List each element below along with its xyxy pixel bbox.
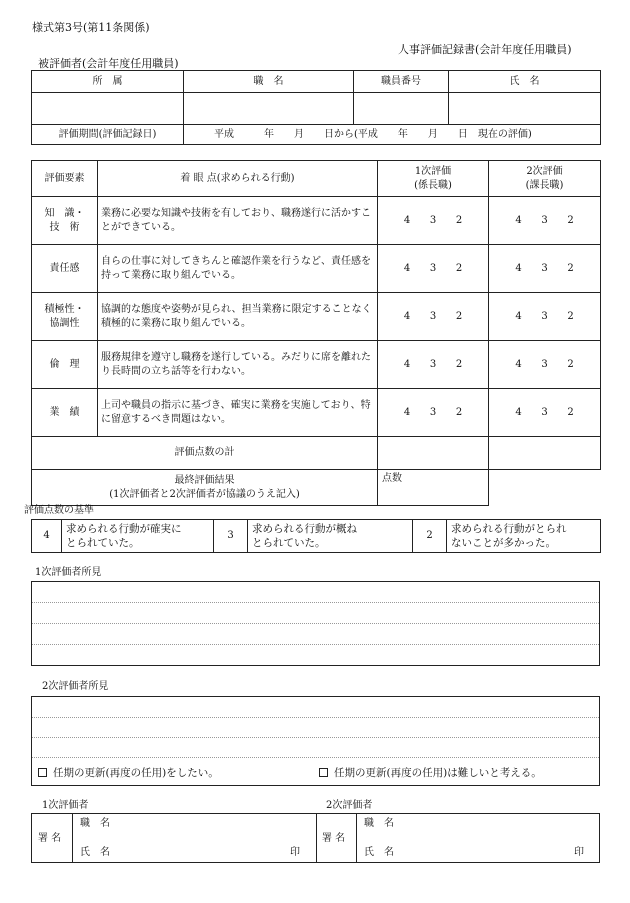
criteria-label: 評価点数の基準 <box>24 505 94 516</box>
first-name-label[interactable]: 氏 名 <box>80 847 110 858</box>
final-result-label: 最終評価結果 <box>174 475 235 486</box>
second-total-field[interactable] <box>489 437 601 470</box>
first-opinion-label: 1次評価者所見 <box>35 567 102 578</box>
point-initiative: 協調的な態度や姿勢が見られ、担当業務に限定することなく積極的に業務に取り組んでいる。 <box>98 293 378 341</box>
no-renew-option[interactable] <box>319 768 542 779</box>
criteria-table <box>31 519 601 553</box>
second-score-initiative[interactable]: 4 3 2 <box>489 293 601 341</box>
no-renew-checkbox[interactable] <box>319 768 328 777</box>
first-title-label[interactable]: 職 名 <box>80 818 110 829</box>
first-score-knowledge[interactable]: 4 3 2 <box>378 197 489 245</box>
job-title-field[interactable] <box>184 93 354 125</box>
second-score-knowledge[interactable]: 4 3 2 <box>489 197 601 245</box>
ruled-line <box>32 644 599 645</box>
ruled-line <box>32 602 599 603</box>
col-element: 評価要素 <box>32 161 98 197</box>
final-result-note: (1次評価者と2次評価者が協議のうえ記入) <box>109 488 300 500</box>
criteria-text-4: 求められる行動が確実に とられていた。 <box>62 520 214 553</box>
second-score-responsibility[interactable]: 4 3 2 <box>489 245 601 293</box>
empty-cell <box>489 470 601 506</box>
header-department: 所 属 <box>32 71 184 93</box>
final-score-label[interactable]: 点数 <box>378 470 489 506</box>
col-point: 着 眼 点(求められる行動) <box>98 161 378 197</box>
criteria-score-4: 4 <box>32 520 62 553</box>
ruled-line <box>32 623 599 624</box>
criteria-score-3: 3 <box>214 520 248 553</box>
signature-area <box>31 813 600 863</box>
header-name: 氏 名 <box>449 71 601 93</box>
first-score-initiative[interactable]: 4 3 2 <box>378 293 489 341</box>
second-name-label[interactable]: 氏 名 <box>364 847 394 858</box>
department-field[interactable] <box>32 93 184 125</box>
evaluation-table <box>31 160 601 506</box>
criteria-text-2: 求められる行動がとられ ないことが多かった。 <box>447 520 601 553</box>
col-first-eval: 1次評価 (係長職) <box>378 161 489 197</box>
divider <box>316 814 317 862</box>
second-opinion-label: 2次評価者所見 <box>42 681 109 692</box>
second-title-label[interactable]: 職 名 <box>364 818 394 829</box>
period-text[interactable]: 平成 年 月 日から(平成 年 月 日 現在の評価) <box>184 125 601 145</box>
element-performance: 業 績 <box>32 389 98 437</box>
col-second-eval: 2次評価 (課長職) <box>489 161 601 197</box>
second-opinion-box[interactable] <box>31 696 600 786</box>
point-ethics: 服務規律を遵守し職務を遂行している。みだりに席を離れたり長時間の立ち話等を行わない。 <box>98 341 378 389</box>
element-responsibility: 責任感 <box>32 245 98 293</box>
second-score-performance[interactable]: 4 3 2 <box>489 389 601 437</box>
employee-number-field[interactable] <box>354 93 449 125</box>
first-score-responsibility[interactable]: 4 3 2 <box>378 245 489 293</box>
divider <box>356 814 357 862</box>
first-opinion-box[interactable] <box>31 581 600 666</box>
criteria-text-3: 求められる行動が概ね とられていた。 <box>248 520 413 553</box>
header-employee-number: 職員番号 <box>354 71 449 93</box>
first-evaluator-label: 1次評価者 <box>42 800 89 811</box>
renew-label: 任期の更新(再度の任用)をしたい。 <box>53 767 219 779</box>
ruled-line <box>32 757 599 758</box>
element-knowledge: 知 識・ 技 術 <box>32 197 98 245</box>
ruled-line <box>32 737 599 738</box>
second-sign-label: 署 名 <box>322 833 346 844</box>
document-title: 人事評価記録書(会計年度任用職員) <box>398 43 572 56</box>
final-result-cell <box>32 470 378 506</box>
no-renew-label: 任期の更新(再度の任用)は難しいと考える。 <box>334 767 542 779</box>
period-label: 評価期間(評価記録日) <box>32 125 184 145</box>
renew-checkbox[interactable] <box>38 768 47 777</box>
divider <box>72 814 73 862</box>
second-score-ethics[interactable]: 4 3 2 <box>489 341 601 389</box>
criteria-score-2: 2 <box>413 520 447 553</box>
ruled-line <box>32 717 599 718</box>
point-knowledge: 業務に必要な知識や技術を有しており、職務遂行に活かすことができている。 <box>98 197 378 245</box>
second-evaluator-label: 2次評価者 <box>326 800 373 811</box>
total-score-label: 評価点数の計 <box>32 437 378 470</box>
first-total-field[interactable] <box>378 437 489 470</box>
element-ethics: 倫 理 <box>32 341 98 389</box>
first-sign-label: 署 名 <box>38 833 62 844</box>
evaluatee-info-table <box>31 70 601 145</box>
form-number: 様式第3号(第11条関係) <box>32 21 150 34</box>
renew-option[interactable] <box>38 768 219 779</box>
element-initiative: 積極性・ 協調性 <box>32 293 98 341</box>
point-responsibility: 自らの仕事に対してきちんと確認作業を行うなど、責任感を持って業務に取り組んでいる。 <box>98 245 378 293</box>
first-seal: 印 <box>290 847 300 858</box>
first-score-ethics[interactable]: 4 3 2 <box>378 341 489 389</box>
header-job-title: 職 名 <box>184 71 354 93</box>
evaluatee-label: 被評価者(会計年度任用職員) <box>38 57 179 70</box>
name-field[interactable] <box>449 93 601 125</box>
first-score-performance[interactable]: 4 3 2 <box>378 389 489 437</box>
point-performance: 上司や職員の指示に基づき、確実に業務を実施しており、特に留意するべき問題はない。 <box>98 389 378 437</box>
second-seal: 印 <box>574 847 584 858</box>
